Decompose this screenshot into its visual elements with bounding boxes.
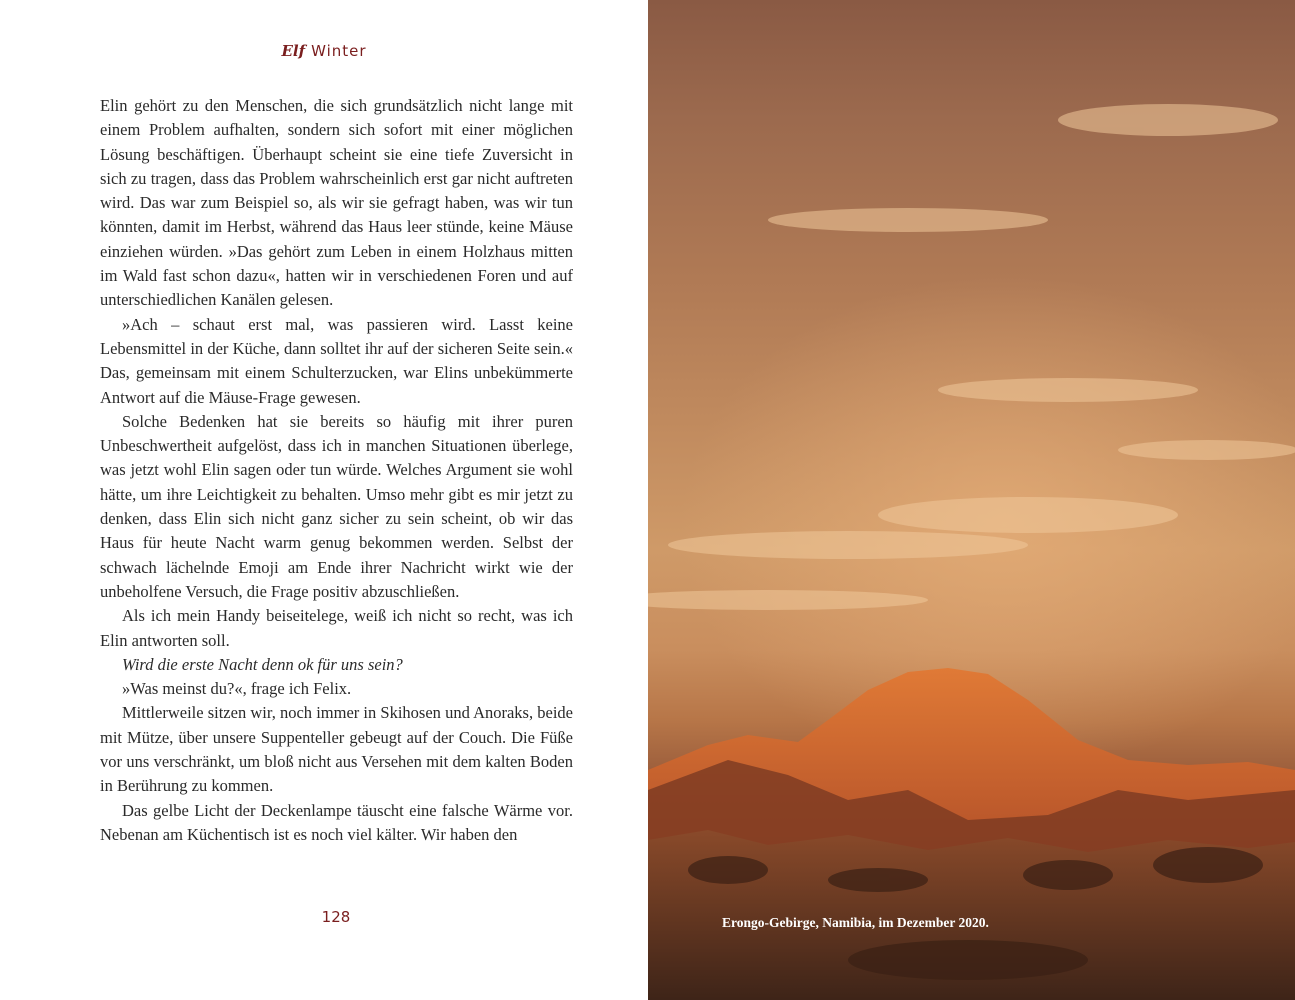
chapter-number: Elf	[281, 42, 306, 60]
photo-illustration	[648, 0, 1295, 1000]
italic-quote: Wird die erste Nacht denn ok für uns sein?	[122, 654, 403, 674]
paragraph: Solche Bedenken hat sie bereits so häufig mit ihrer puren Unbeschwertheit aufgelöst, dass ich in manchen Situationen überlege, was jetzt wohl Elin sagen oder tun würde. Welches Argument sie wohl hätte, um ihre Leichtigkeit zu behalten. Umso mehr gibt es mir jetzt zu denken, dass Elin sich nicht ganz sicher zu sein scheint, ob wir das Haus für heute Nacht warm genug bekommen werden. Selbst der schwach lächelnde Emoji am Ende ihrer Nachricht wirkt wie der unbeholfene Versuch, die Frage positiv abzuschließen.	[100, 411, 573, 601]
landscape-photo	[648, 0, 1295, 1000]
page-number: 128	[321, 908, 351, 926]
body-text	[100, 94, 573, 847]
paragraph: Als ich mein Handy beiseitelege, weiß ich nicht so recht, was ich Elin antworten soll.	[100, 606, 573, 650]
paragraph: Das gelbe Licht der Deckenlampe täuscht eine falsche Wärme vor. Nebenan am Küchentisch ist es noch viel kälter. Wir haben den	[100, 800, 573, 844]
paragraph: »Ach – schaut erst mal, was passieren wird. Lasst keine Lebensmittel in der Küche, dann solltet ihr auf der sicheren Seite sein.« Das, gemeinsam mit einem Schulterzucken, war Elins unbekümmerte Antwort auf die Mäuse-Frage gewesen.	[100, 314, 573, 407]
paragraph: Mittlerweile sitzen wir, noch immer in Skihosen und Anoraks, beide mit Mütze, über unsere Suppenteller gebeugt auf der Couch. Die Füße vor uns verschränkt, um bloß nicht aus Versehen mit dem kalten Boden in Berührung zu kommen.	[100, 703, 573, 796]
chapter-title: Winter	[311, 42, 367, 60]
photo-caption: Erongo-Gebirge, Namibia, im Dezember 2020.	[722, 915, 989, 930]
running-head	[0, 42, 648, 60]
paragraph: Elin gehört zu den Menschen, die sich grundsätzlich nicht lange mit einem Problem aufhalten, sondern sich sofort mit einer möglichen Lösung beschäftigen. Überhaupt scheint sie eine tiefe Zuversicht in sich zu tragen, dass das Problem wahrscheinlich erst gar nicht auftreten wird. Das war zum Beispiel so, als wir sie gefragt haben, was wir tun könnten, damit im Herbst, während das Haus leer stünde, keine Mäuse einziehen würden. »Das gehört zum Leben in einem Holzhaus mitten im Wald fast schon dazu«, hatten wir in verschiedenen Foren und auf unterschiedlichen Kanälen gelesen.	[100, 96, 573, 310]
paragraph: »Was meinst du?«, frage ich Felix.	[122, 679, 352, 699]
